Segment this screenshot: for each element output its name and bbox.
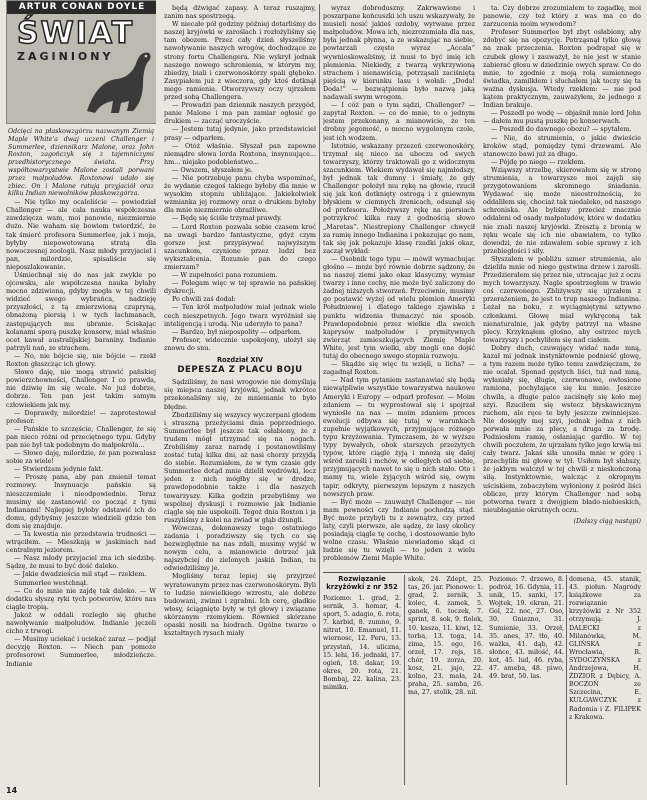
column-4-body: [483, 4, 641, 514]
crossword-text-b: skok, 24. Zdept, 25. tas, 26. jar. Pionowo: 1. grad, 2. zernik, 3. kolec, 4. zamek, 5. ganek, 6. toczek, 7. sprint, 8. sok, 9. fiolek, 10. kasza, 11. kiwi, 12. torba, 13. toga, 14. zima, 15. ego, 16. orzeł, 17. rejs, 18. chór, 19. zorza, 20. kosz, 21. jajo, 22. kolno, 23. mała, 24. praha, 25. samba, 26. ma, 27. stolik, 28. nil.: [408, 576, 483, 697]
paragraph: — Ta kwestia nie przedstawia trudności — wtrąciłem. — Mieszkają w jaskiniach nad centralnym jeziorem.: [6, 530, 156, 555]
crossword-col-a: [323, 595, 401, 692]
column-divider: [319, 4, 320, 787]
paragraph: — Skądże się więc tu wzięli, u licha? — zagadnął Roxton.: [323, 360, 475, 377]
paragraph: — Jakie dwadzieścia mil stąd — rzekłem.: [14, 570, 147, 579]
crossword-divider-2: [566, 575, 567, 785]
column-2: [164, 4, 316, 789]
paragraph: — Słowo daję, milordzie, że pan pozwalasz sobie za wiele!: [6, 449, 156, 466]
paragraph: — Co do mnie nie zajdę tak daleko. — W dodatku słyszę ryki tych potworów, które nas ciągle tropią.: [6, 586, 156, 611]
crossword-text-c: Poziomo: 7. drzewo, 8. podróż, 16. Gdynia, 11. unik, 15. sanki, 17. Wojtek, 19. ekran, 21. Gol, 22. noc, 27. Oso, 30. Gniezno, 31. Sumienie, 33. Orzeł, 35. anes, 37. tło, 40. ważka, 41. dąb, 42. słońce, 43. miłość, 44. kot, 45. lud, 46. ryba, 47. ameba, 48. piwo, 49. brat, 50. las.: [489, 576, 564, 681]
paragraph: — Owszem, słyszałem je.: [172, 165, 253, 174]
paragraph: — I cóż pan o tym sądzi, Challenger? — zapytał Roxton. — co do mnie, to o jednym jestem przekonany, a mianowicie, że ten drobny jegomość, o mocno wygolonym czole, jest ich wodzem.: [323, 101, 475, 142]
paragraph: W niecałe pół godziny później dotarliśmy do naszej kryjówki w zaroślach i rozłożyliśmy się tam obozem. Przez cały dzień słyszeliśmy nawoływanie naszych wrogów, dochodzące ze strony fortu Challengera. Nie wykrył jednak naszego nowego schronienia, w którym my, zbiedzy, biali i czerwonoskórzy spali głęboko. Zasypiałem już z wieczora, gdy ktoś dotknął mego ramienia. Otworzywszy oczy ujrzałem przed sobą Challengera.: [164, 20, 316, 102]
chapter-title: DEPESZA Z PLACU BOJU: [177, 365, 303, 376]
paragraph: ta. Czy dobrze zrozumiałem to zagadkę, moi panowie, czy też który z was ma co do zarzucenia moim wywodom?: [483, 4, 641, 29]
page-number: 14: [6, 786, 18, 795]
paragraph: Słyszałem w pobliżu szmer strumienia, ale dzieliła mnie od niego gęstwina drzew i zarośli. Przedzierałem się przez nie, utracając już z oczu mych towarzyszy. Nagle spostrzegłem w trawie coś czerwonego. Zbliżywszy się ujrzałem z przerażeniem, że jest to trup naszego Indianina. Leżał na boku, z wyciągniętymi sztywno członkami. Głowę miał wykręconą tak nienaturalnie, jak gdyby patrzył na własne plecy. Krzyknąłem głośno, aby ostrzec mych towarzyszy i pochyliłem się nad ciałem.: [483, 254, 641, 344]
paragraph: Summerlee westchnął.: [14, 578, 88, 587]
paragraph: Profesor, widocznie uspokojony, ułożył się znowu do snu.: [164, 335, 316, 352]
paragraph: — Jestem tutaj jedynie, jako przedstawiciel prasy — odparłem.: [164, 125, 316, 142]
paragraph: — Bardzo, był niepospolity — odparłem.: [172, 327, 302, 336]
paragraph: — Będę się ściśle trzymał prawdy.: [172, 214, 282, 223]
title-main: ŚWIAT: [17, 16, 135, 51]
paragraph: — Proszę pana, aby pan zmienił temat rozmowy. Insynuacje pańskie są nieszczemiałe i nieodpowiednie. Teraz musimy się zastanowić co począć z tymi Indianami! Najlepiej byłoby odstawić ich do domu, gdybyśmy jeszcze wiedzieli gdzie ten dom się znajduje.: [6, 473, 156, 530]
paragraph: — Nie potrzebuję panu chyba wspominać, że wydanie czegoś takiego byłoby dla mnie w wysokim stopniu ubliżające. Jakiekolwiek wzmianka jej rozmowy oraz o drukiem byłoby dla mnie niezmiernie obraźliwe.: [164, 173, 316, 215]
paragraph: — Nasz młody przyjaciel zna ich siedzibę. Sądzę, że musi to być dość daleko.: [6, 554, 156, 571]
crossword-solution: [323, 572, 641, 788]
paragraph: Po chwili zaś dodał:: [172, 295, 236, 304]
crossword-text-a: Poziomo: 1. grad, 2. sernik, 3. homar, 4. sport, 5. adagio, 6. rota, 7. karbid, 8. zumno, 9. nitrat, 10. Emanuel, 11. wiernosc, 12. Peru, 13. przystań, 14. uliczna, 15. lehi, 16. jednaki, 17. ogień, 18. dakar, 19. okres, 20. rota, 21. Bombaj, 22. kalina, 23. mimika.: [323, 595, 401, 692]
paragraph: Profesor Summerlee był zbyt osłabiony, aby zdobyć się na opozycję. Potrząsnął tylko głową na znak przeczenia. Roxton podrapał się w czubek głowy i zauważył, że nie jest w stanie zabierać głosu w dziedzinie owych spraw. Co do mnie, to zgodnie z moją rolą sumiennego świadka, zamilkłem i słuchałem jak toczy się ta ważna dyskusja. Wtedy rzekłem: — nie pod kątem praktycznym, zauważyłem, że jednego z Indian brakuje.: [483, 28, 641, 110]
paragraph: będą dźwigać zapasy. A teraz ruszajmy, zanim nas spostrzegą.: [164, 4, 316, 21]
author-name: ARTUR CONAN DOYLE: [7, 1, 156, 14]
column-3-body: [323, 4, 475, 562]
paragraph: — Nie tylko my ocaleliście — powiedział Challenger — ale cała nauka współczesna zawdzięcza wam, moi panowie, niezmiernie dużo. Nie waham się bowiem twierdzić, że tak śmierć profesora Summerlee, jak i moja, byłyby niepowetowaną stratą dla nowoczesnej zoologii. Nasz młody przyjaciel i pan, milordzie, spisaliście się nieposzlakowanie.: [6, 198, 156, 271]
intro-summary: Odcięci na płaskowzgórzu nazwanym Ziemią Maple White'a dwaj uczeni Challenger i Summerlee, dziennikarz Malone, oraz John Roxton, zagończyk się z tajemniczymi przedhistorycznego świata. Przy współtowarzystwie Malone zostali porwani przez małpoludów. Roxtonowi udało się zbiec. On i Malone ratują przyjaciół oraz kilku Indian niewolników płaskowzgórza.: [8, 128, 154, 198]
paragraph: wyraz dobroduszny. Zakrwawione i poszarpane końcuszki ich uszu wskazywały, że musieli nosić jakieś ozdoby, wyrwane przez małpoludów. Mowa ich, niezrozumiała dla nas, była jednak płynna, a ze wskazując na siebie, powtarzali często wyraz „Accala” wywnioskowaliśmy, iż musi to być imię ich plemienia. Niekiedy, z twarzą wykrzywioną strachem i nienawiścią, potrząsali zaciśniętą pięścią w kierunku lasu i wołali: „Doda! Doda!” — bezwątpienia było nazwą jaką nadawali swym wrogom.: [323, 4, 475, 102]
paragraph: Istotnie, wskazany przezeń czerwonoskóry, trzymał się nieco na uboczu od swych towarzyszy, którzy traktowali go z widocznym szacunkiem. Wiekiem wydawał się najmłodszy, był jednak tak dumny i śmiały, że gdy Challenger położył mu rękę na głowie, rzucił się jak koń dotknięty ostrogą i z gniewnym błyskiem w ciemnych źrenicach, odsunął się od profesora. Położywszy rękę na piersiach potrzykroć kilka razy z godnością słowo „Maretas”. Niestropiony Challenger chwycił za ramię innego Indianina i pokazując go nam, tak się jak pokazuje klasę rzadki jakiś okaz, zaczął wykład:: [323, 141, 475, 255]
chapter-number: Rozdział XIV: [216, 356, 264, 365]
paragraph: — W zupełności pana rozumiem.: [172, 271, 278, 280]
crossword-col-b: [408, 576, 483, 697]
paragraph: — Prowadzi pan dziennik naszych przygód, panie Malone i ma pan zamiar ogłosić go drukiem — zacząć uroczyście.: [164, 101, 316, 126]
crossword-col-d: [569, 576, 641, 722]
paragraph: Sądziliśmy, że nasi wrogowie nie domyślają się miejsca naszej kryjówki, jednak wkrótce przekonaliśmy się, że mniemanie to było błędne.: [164, 378, 316, 411]
paragraph: — Osobnik tego typu — mówił wymachując głośno — może być równie dobrze sądzony, że na naszej ziemi jako okaz klasyczny, wymiar twarzy i inne cechy, nie może być zaliczony do żadnej niższych stworzeń. Przeciwnie, musimy go postawić wyżej od wielu plemion Ameryki Południowej i dlatego takiego zjawiska z punktu widzenia tłumaczyć nie sposób. Prawdopodobnie przez wielkie dla swoich kaprysów małpoludów i prymitywnych zwierząt zamieszkujących Ziemię Maple White, jest tym wielki, aby mogli one dojść tutaj do obecnego swego stopnia rozwoju.: [323, 254, 475, 361]
paragraph: — Musimy uciekać i uciekać zaraz — podjął decyzję Roxton. — Niech pan pomoże profesorowi Summerlee, młodzieńcze. Indianie: [6, 635, 156, 668]
title-banner: [6, 0, 156, 124]
paragraph: — Pańskie to szczęście, Challenger, że się pan nieco różni od przeciętnego typu. Gdyby pan nie był tak podobnym do małpokróla...: [6, 424, 156, 449]
paragraph: — Być może — zauważył Challenger — nie mam pewności czy Indianie pochodzą stąd. Być może przybyli tu z zewnątrz, czy przed laty, czyli pierwsze, ale sądzę, że lasy okolicy posiadają ciągle tę cechę, i dostosowanie było wolne czasu. Właśnie niewiadomo skąd ci ludzie się tu wzięli — to jeden z wielu problemów Ziemi Maple White.: [323, 497, 475, 563]
column-1: [6, 0, 156, 785]
column-1-body: [6, 198, 156, 667]
paragraph: — Pójdę po niego — rzekłem.: [491, 157, 586, 166]
paragraph: Uśmiechnął się do nas jak zwykle po ojcowsku, ale współczesna nauka byłaby mocno zdziwiona, gdyby mogła w tej chwili widzieć swego wybrańca, nadzieję przyszłości, z tą zmierzwioną czupryną, obnażoną piersią i w tych łachmanach, zastępujących mu ubranie. Ściskając kolanami sporą puszkę konserw, miał właśnie ocet kawał australijskiej baraniny. Indianie patrzyli nań, ze strachem.: [6, 271, 156, 352]
paragraph: Słowo daję, nie mogą strawić pańskiej powierzchowności, Challenger. I co prawda, nie dziwię im się wcale. No już dobrze, dobrze. Ten pan jest takim samym człowiekiem jak my.: [6, 368, 156, 409]
paragraph: Mogliśmy teraz lepiej się przyjrzeć wyratowanym przez nas czerwonoskórym. Byli to ludzie niewielkiego wzrostu, ale dobrze budowani, zwinni i zgrabni. Ich cerę, gładkie włosy, ściągnięte były w tył głowy i związane skórzanym rzemykiem. Również skórzane opaski nosili na biodrach. Ogólne twarze o kształtnych rysach miały: [164, 572, 316, 638]
paragraph: Wówczas, dokonawszy tego ostatniego zadania i poradziwszy się tych co się bezwzględnie na nas zdali, musimy wyjść w nowym celu, a mianowicie dotrzeć jak najszybciej do zielonych jaskiń Indian, tu odwiedziliśmy je.: [164, 523, 316, 573]
title-sub: ZAGINIONY: [17, 50, 114, 63]
paragraph: — Ten król małpoludów miał jednak wiele cech nieszpetnych. Jego twarz wyróżniał się inteligencją i urodą. Nie uderzyło to pana?: [164, 303, 316, 328]
column-2-body-top: [164, 4, 316, 352]
paragraph: Jakoż w oddali rozległo się głuche nawoływanie małpoludów. Indianie jęczeli cicho z trwogi.: [6, 610, 156, 636]
crossword-divider-1: [404, 575, 405, 785]
paragraph: — No, nie bójcie się, nie bójcie — rzekł Roxton głaszcząc ich głowy.: [6, 351, 156, 369]
paragraph: — Polegam więc w tej sprawie na pańskiej dyskrecji.: [164, 279, 316, 296]
crossword-title: Rozwiązanie krzyżówki z nr 352: [326, 575, 398, 591]
crossword-col-c: [489, 576, 564, 681]
paragraph: — Lord Roxton pozwala sobie czasem kroć na uwagi bardzo fantastyczne, gdyż czym gorsze jest przypisywać najwyższym szacunkom, czynione przez ludzi bez wykształcenia. Rozumie pan do czego zmierzam?: [164, 222, 316, 271]
continuation-note: (Dalszy ciąg nastąpi): [573, 516, 641, 525]
paragraph: — Stwierdzam jedynie fakt.: [14, 465, 104, 474]
paragraph: Zbudziliśmy się wszyscy wyczerpani głodem i straszną przeżyciami dnia poprzedniego. Summerlee był jeszcze tak osłabiony, że z trudem mógł utrzymać się na nogach. Zrobiliśmy zaraz naradę i postanowiliśmy zostać tutaj kilka dni, aż nasi chorzy przyjdą do siebie. Rozumiałem, że w tym czasie gdy Summerlee dotąd mnie dzielił wędrówki, lecz jeden z nich mógłby się w drodze, prawdopodobnie także i dla naszych towarzyszy. Kilka godzin przebyliśmy we wspólnej dyskusji i rozmowie jak Indianie ciągle się nie uspokoili. Tegoż dnia Roxton i ja ruszyliśmy z kolei na zwiad w głąb dżungli.: [164, 410, 316, 524]
paragraph: — Poszedł po wodę — objaśnił mnie lord John — dałem mu pustą puszkę po konserwach.: [483, 109, 641, 126]
paragraph: — Nad tym pytaniem zastanawiać się będą niewątpliwie wszystkie towarzystwa naukowe Ameryki i Europy — odparł profesor. — Moim zdaniem — tu wyprostował się i spojrzał wyniośle na nas — moim zdaniem proces ewolucji odbywa się tutaj w warunkach zupełnie wyjątkowych, przyjmujące różnego typu krzyżowania. Tymczasem, że w wyższe typy bywałych, obok starszych przeżytych typów, które ciągle żyją i mnożą się dalej wśród zarośli i mchów, w odległych od siebie, przyjmujących nawet to się u nich stało. Oto i mamy tu, wiele żyjących wśród się, owym tapir, odkryty, pierwszym lepszym z naszych nowszych praw.: [323, 376, 475, 498]
paragraph: Dobry duch, czuwający widać nade mną, kazał mi jednak instynktownie podnieść głowę, a tym razem może tylko temu zawdzięczam, że nie ocalał. Sponad gęstych liści, tuż nad mną, wyłaniały się, długie, czerwonawe, owłosione ramiona, pochylające się ku mnie. Jeszcze chwila, a długie palce zaciśnęły się koło mej szyi. Rzuciłem się wstecz błyskawicznym ruchem, ale ręce te były jeszcze zwinniejsze. Nie dosięgły mej szyi, jednak jedna z nich porwała mnie za plecy, a druga za brodę. Podniosłem ramię, osłaniając gardło. W tej chwili poczułem, że ujrzałam tylko jego krwią mi cały twarz. Jakaś siła unosiła mnie w górę i przechyliła mi głowę w tył. Usiłem był słabszy, że jakbym walczył w tej chwili z nieskończoną siłą. Instynktownie, walcząc z okropnym uściskiem, zobaczyłem wyłoniony z pośród liści oblicze, przy którym Challenger nad sobą potworna twarz z dwojgiem błado-niebieskich, nieubłaganie okrutnych oczu.: [483, 343, 641, 514]
column-4: [483, 4, 641, 569]
paragraph: — Doprawdy, milordzie! — zaprotestował profesor.: [6, 408, 156, 425]
paragraph: — Otóż właśnie. Słyszał pan zapewne niemądre słowa lorda Roxtona, insynuujące... hm... niejako podobieństwo...: [164, 141, 316, 166]
paragraph: — Poszedł do dawnego obozu? — spytałem.: [491, 125, 632, 134]
crossword-text-d: domena, 45. stanik, 43. piołun. Nagrody książkowe za rozwiązanie krzyżówki z Nr 352 otrzymują: J. DALECKI z Milanówka, M. GLIŃSKA z Wrocławia, R. SYDOCZYŃSKA z Andrzejowa, H. ŻDZIOR z Dębicy, A. BOCZOŃ ze Szczecina, E. KULGAWCZYK z Radomia i Z. FILIPEK z Krakowa.: [569, 576, 641, 721]
dinosaur-illustration: [77, 41, 155, 121]
column-3: [323, 4, 475, 569]
paragraph: Wziąwszy strzelbę, skierowałem się w stronę strumienia, a towarzysze moi zajęli się przygotowaniem skromnego śniadania. Wydawać się może nieostrożnością, że oddaliłem się, chociaż tak niedaleko, od naszego schroniska. Ale byliśmy przecież znacznie oddaleni od osady małpoludów, które w dodatku nie znali naszej kryjówki. Zresztą z bronią w ręku wcale się ich nie obawiałem, co tylko dowodzi, że nie zdawałem sobie sprawy z ich przebiegłości i siły.: [483, 165, 641, 255]
column-2-body-bottom: [164, 378, 316, 637]
paragraph: — Nie, do strumienia, o jakie dwieście kroków stąd, pomiędzy tymi drzewami. Ale stanowczo bawi już za długo.: [483, 133, 641, 158]
